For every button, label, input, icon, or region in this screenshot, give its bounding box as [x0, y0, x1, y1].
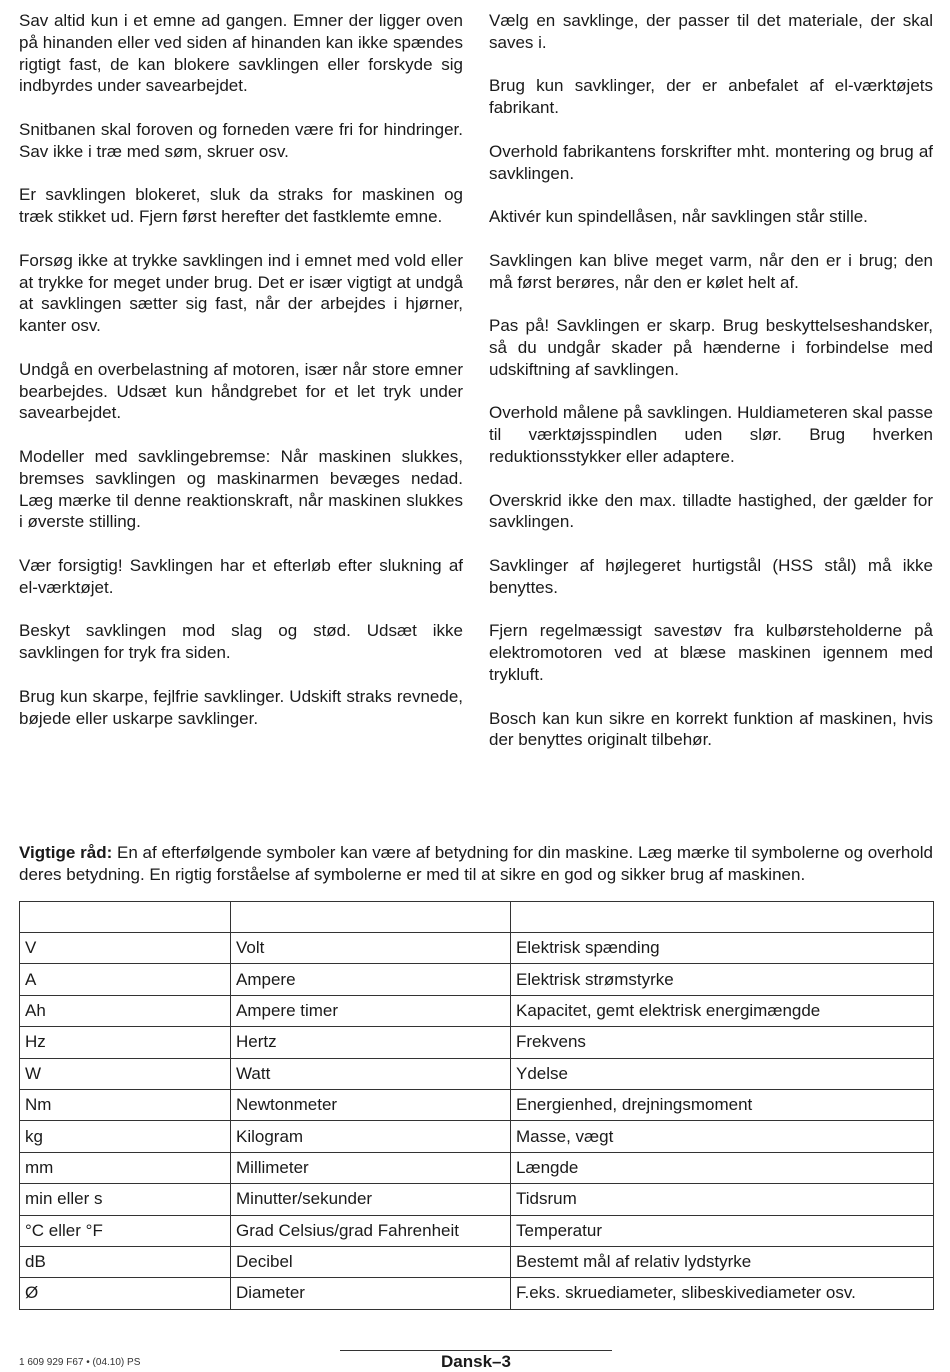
paragraph: Forsøg ikke at trykke savklingen ind i emnet med vold eller at trykke for meget under brug. Det er især vigtigt at undgå at savklingen sætter sig fast, når der arbejdes i hjørner, kanter osv. [19, 250, 463, 336]
paragraph: Undgå en overbelastning af motoren, især når store emner bearbejdes. Udsæt kun håndgrebet for et let tryk under savearbejdet. [19, 359, 463, 423]
paragraph: Brug kun savklinger, der er anbefalet af el-værktøjets fabrikant. [489, 76, 933, 118]
table-row [20, 1215, 934, 1246]
unit-name-cell: Hertz [231, 1027, 511, 1058]
paragraph: Fjern regelmæssigt savestøv fra kulbørsteholderne på elektromotoren ved at blæse maskinen igennem med trykluft. [489, 621, 933, 684]
document-code: 1 609 929 F67 • (04.10) PS [19, 1357, 141, 1368]
paragraph: Overhold fabrikantens forskrifter mht. montering og brug af savklingen. [489, 141, 933, 183]
unit-name-cell: Ampere timer [231, 995, 511, 1026]
unit-name-cell: Ampere [231, 964, 511, 995]
paragraph: Savklinger af højlegeret hurtigstål (HSS stål) må ikke benyttes. [489, 555, 933, 597]
paragraph: Er savklingen blokeret, sluk da straks for maskinen og træk stikket ud. Fjern først herefter det fastklemte emne. [19, 185, 463, 227]
symbol-cell: W [20, 1058, 231, 1089]
paragraph: Overskrid ikke den max. tilladte hastighed, der gælder for savklingen. [489, 490, 933, 532]
unit-name-cell: Kilogram [231, 1121, 511, 1152]
meaning-cell: Masse, vægt [511, 1121, 934, 1152]
symbol-cell: Ø [20, 1278, 231, 1309]
table-row [20, 1121, 934, 1152]
meaning-cell: Elektrisk spænding [511, 933, 934, 964]
meaning-cell: Kapacitet, gemt elektrisk energimængde [511, 995, 934, 1026]
table-row [20, 933, 934, 964]
unit-name-cell: Watt [231, 1058, 511, 1089]
table-row [20, 1027, 934, 1058]
paragraph: Vær forsigtig! Savklingen har et efterløb efter slukning af el-værktøjet. [19, 555, 463, 597]
right-column [489, 10, 933, 773]
meaning-cell: Bestemt mål af relativ lydstyrke [511, 1246, 934, 1277]
meaning-cell: Tidsrum [511, 1184, 934, 1215]
unit-name-cell: Minutter/sekunder [231, 1184, 511, 1215]
table-row [20, 1184, 934, 1215]
symbol-cell: A [20, 964, 231, 995]
meaning-cell: Temperatur [511, 1215, 934, 1246]
meaning-cell: F.eks. skruediameter, slibeskivediameter osv. [511, 1278, 934, 1309]
paragraph: Sav altid kun i et emne ad gangen. Emner der ligger oven på hinanden eller ved siden af hinanden kan ikke spændes rigtigt fast, de kan blokere savklingen eller forskyde sig indbyrdes under savearbejdet. [19, 11, 463, 96]
paragraph: Aktivér kun spindellåsen, når savklingen står stille. [489, 207, 868, 227]
page-number: Dansk–3 [441, 1352, 511, 1371]
paragraph: Savklingen kan blive meget varm, når den er i brug; den må først berøres, når den er kølet helt af. [489, 250, 933, 292]
symbols-table [19, 901, 934, 1310]
table-header-cell [20, 902, 231, 933]
symbol-cell: mm [20, 1152, 231, 1183]
meaning-cell: Ydelse [511, 1058, 934, 1089]
symbols-intro [19, 842, 933, 886]
unit-name-cell: Decibel [231, 1246, 511, 1277]
unit-name-cell: Grad Celsius/grad Fahrenheit [231, 1215, 511, 1246]
table-row [20, 964, 934, 995]
table-header-row [20, 902, 934, 933]
table-row [20, 995, 934, 1026]
intro-label: Vigtige råd: [19, 843, 113, 862]
paragraph: Overhold målene på savklingen. Huldiameteren skal passe til værktøjsspindlen uden slør. Brug hverken reduktionsstykker eller adaptere. [489, 403, 933, 466]
meaning-cell: Energienhed, drejningsmoment [511, 1089, 934, 1120]
paragraph: Snitbanen skal foroven og forneden være fri for hindringer. Sav ikke i træ med søm, skruer osv. [19, 119, 463, 161]
intro-text: En af efterfølgende symboler kan være af betydning for din maskine. Læg mærke til symbolerne og overhold deres betydning. En rigtig forståelse af symbolerne er med til at sikre en god og sikker brug af maskinen. [19, 843, 934, 884]
unit-name-cell: Diameter [231, 1278, 511, 1309]
meaning-cell: Elektrisk strømstyrke [511, 964, 934, 995]
table-row [20, 1089, 934, 1120]
meaning-cell: Længde [511, 1152, 934, 1183]
unit-name-cell: Millimeter [231, 1152, 511, 1183]
footer-rule [340, 1350, 612, 1351]
paragraph: Vælg en savklinge, der passer til det materiale, der skal saves i. [489, 11, 933, 52]
paragraph: Modeller med savklingebremse: Når maskinen slukkes, bremses savklingen og maskinarmen bevæges nedad. Læg mærke til denne reaktionskraft, når maskinen slukkes i øverste stilling. [19, 446, 463, 532]
table-row [20, 1058, 934, 1089]
table-row [20, 1152, 934, 1183]
paragraph: Brug kun skarpe, fejlfrie savklinger. Udskift straks revnede, bøjede eller uskarpe savklinger. [19, 686, 463, 728]
symbol-cell: °C eller °F [20, 1215, 231, 1246]
meaning-cell: Frekvens [511, 1027, 934, 1058]
symbol-cell: min eller s [20, 1184, 231, 1215]
symbol-cell: dB [20, 1246, 231, 1277]
unit-name-cell: Newtonmeter [231, 1089, 511, 1120]
symbol-cell: kg [20, 1121, 231, 1152]
paragraph: Bosch kan kun sikre en korrekt funktion af maskinen, hvis der benyttes originalt tilbehør. [489, 708, 933, 750]
table-header-cell [231, 902, 511, 933]
table-row [20, 1246, 934, 1277]
unit-name-cell: Volt [231, 933, 511, 964]
symbol-cell: Hz [20, 1027, 231, 1058]
table-row [20, 1278, 934, 1309]
symbol-cell: Ah [20, 995, 231, 1026]
symbol-cell: Nm [20, 1089, 231, 1120]
symbol-cell: V [20, 933, 231, 964]
table-header-cell [511, 902, 934, 933]
paragraph: Beskyt savklingen mod slag og stød. Udsæt ikke savklingen for tryk fra siden. [19, 621, 463, 663]
left-column [19, 10, 463, 751]
paragraph: Pas på! Savklingen er skarp. Brug beskyttelseshandsker, så du undgår skader på hænderne i forbindelse med udskiftning af savklingen. [489, 316, 933, 379]
